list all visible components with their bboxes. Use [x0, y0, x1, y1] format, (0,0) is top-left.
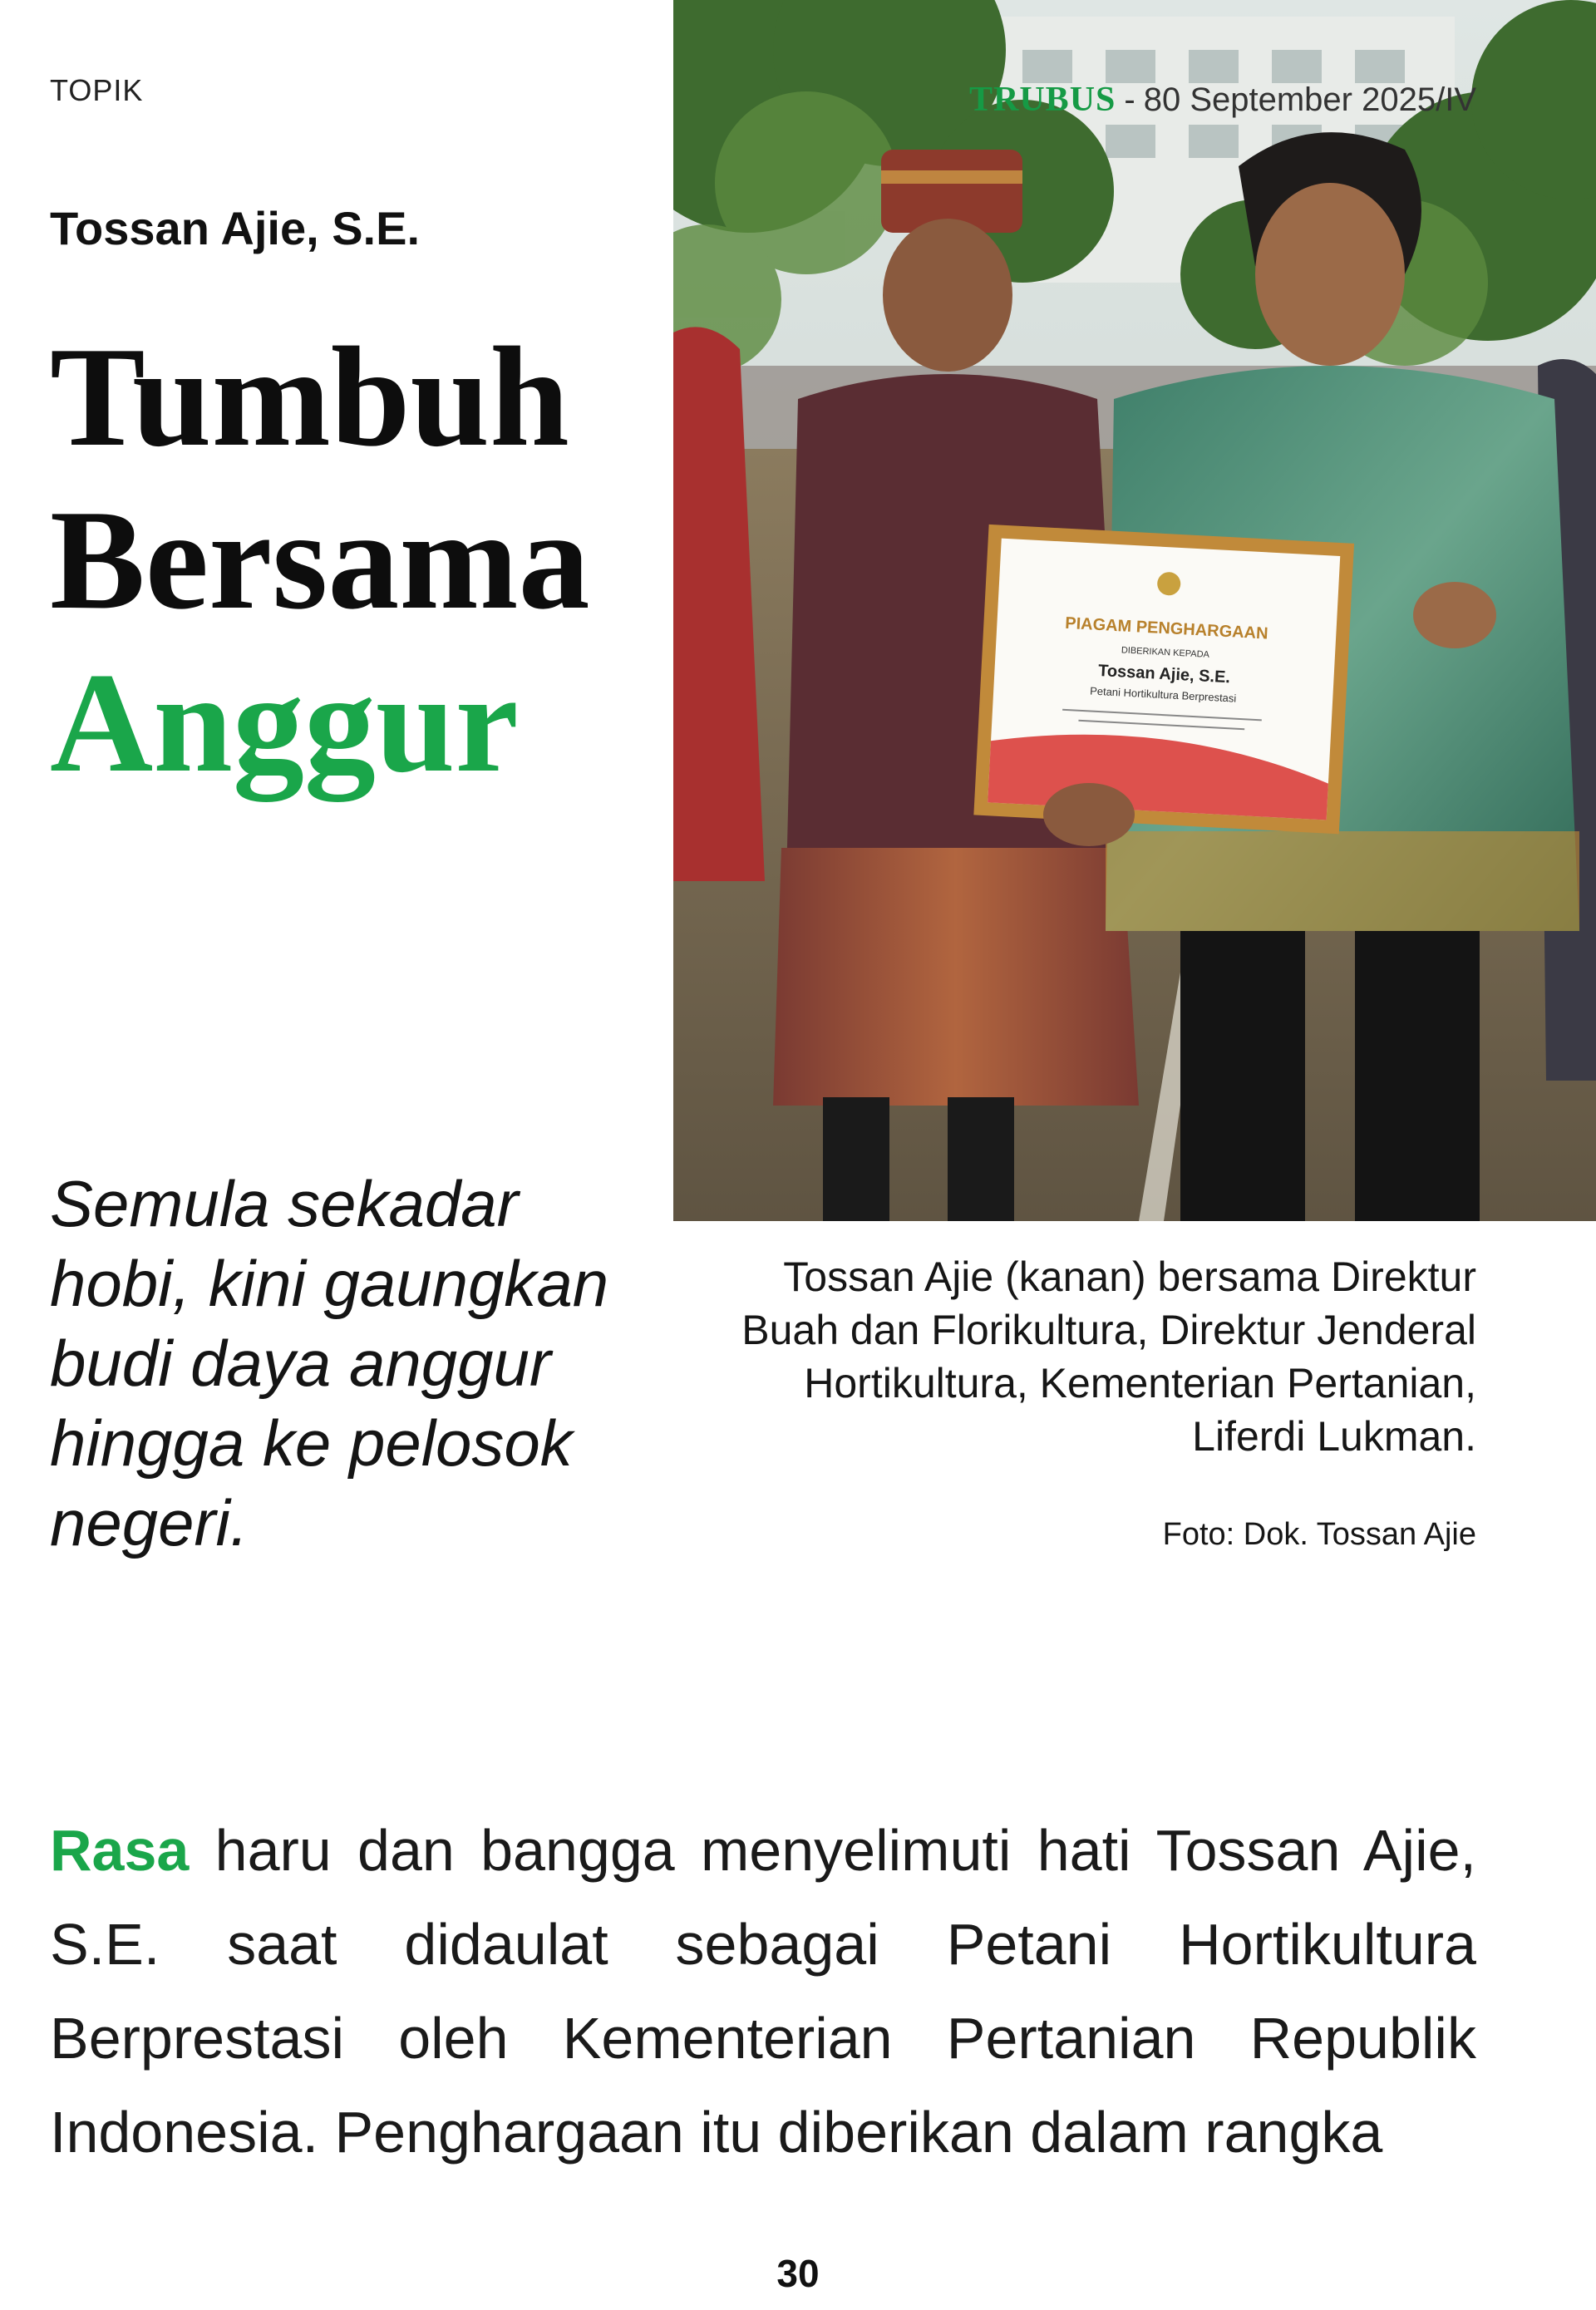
certificate-given-to: DIBERIKAN KEPADA — [1121, 645, 1210, 660]
issue-date: 80 September 2025/IV — [1143, 81, 1476, 118]
certificate-heading: PIAGAM PENGHARGAAN — [1064, 613, 1269, 643]
certificate-title: Petani Hortikultura Berprestasi — [1089, 684, 1237, 705]
body-paragraph: haru dan bangga menyelimuti hati Tossan Ajie, S.E. saat didaulat sebagai Petani Hortikultura Berprestasi oleh Kementerian Pertanian Republik Indonesia. Penghargaan itu diberikan dalam rangka — [50, 1818, 1476, 2165]
running-head-separator: - — [1124, 81, 1135, 118]
certificate-name: Tossan Ajie, S.E. — [1097, 661, 1231, 687]
article-deck: Semula sekadar hobi, kini gaungkan budi daya anggur hingga ke pelosok negeri. — [50, 1167, 609, 1559]
article-photo — [673, 0, 1596, 1221]
trubus-logo: TRUBUS — [969, 81, 1116, 119]
photo-caption: Tossan Ajie (kanan) bersama Direktur Buah dan Florikultura, Direktur Jenderal Hortikultura, Kementerian Pertanian, Liferdi Lukman. — [741, 1254, 1476, 1460]
running-head — [969, 80, 1476, 120]
headline-line-3: Anggur — [50, 644, 519, 802]
article-kicker: Tossan Ajie, S.E. — [50, 202, 421, 254]
headline-line-2: Bersama — [50, 481, 590, 639]
certificate — [973, 525, 1354, 835]
photo-credit: Foto: Dok. Tossan Ajie — [1162, 1517, 1476, 1552]
page-number: 30 — [776, 2252, 820, 2295]
body-lead-word: Rasa — [50, 1818, 190, 1883]
section-label: TOPIK — [50, 73, 144, 107]
headline-line-1: Tumbuh — [50, 318, 569, 476]
article-body — [50, 1804, 1476, 2179]
photo-illustration — [673, 0, 1596, 1221]
headline — [50, 316, 590, 805]
